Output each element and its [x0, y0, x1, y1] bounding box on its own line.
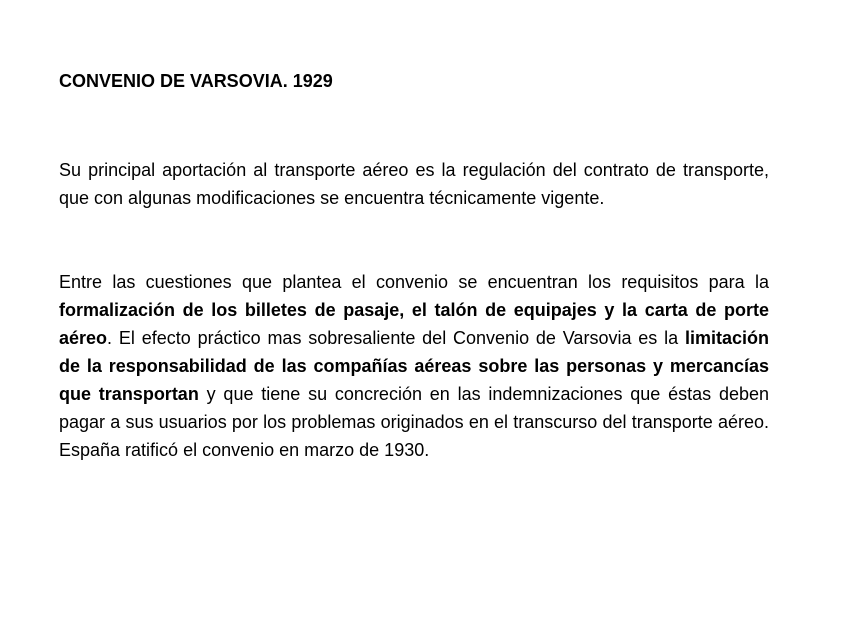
- document-title: CONVENIO DE VARSOVIA. 1929: [59, 71, 333, 91]
- paragraph-requirements: [59, 268, 769, 464]
- paragraph-text-segment: y que tiene su concreción en las indemnizaciones que éstas deben pagar a sus usuarios por los problemas originados en el transcurso del transporte aéreo. España ratificó el convenio en marzo de 1930.: [59, 384, 770, 460]
- paragraph-text-segment: Entre las cuestiones que plantea el convenio se encuentran los requisitos para la: [59, 272, 769, 292]
- paragraph-contribution: Su principal aportación al transporte aéreo es la regulación del contrato de transporte, que con algunas modificaciones se encuentra técnicamente vigente.: [59, 160, 769, 208]
- bold-phrase-formalization: formalización de los billetes de pasaje, el talón de equipajes y la carta de porte aéreo: [59, 300, 769, 348]
- paragraph-text-segment: . El efecto práctico mas sobresaliente del Convenio de Varsovia es la: [107, 328, 685, 348]
- bold-phrase-liability-limitation: limitación de la responsabilidad de las compañías aéreas sobre las personas y mercancías que transportan: [59, 328, 769, 404]
